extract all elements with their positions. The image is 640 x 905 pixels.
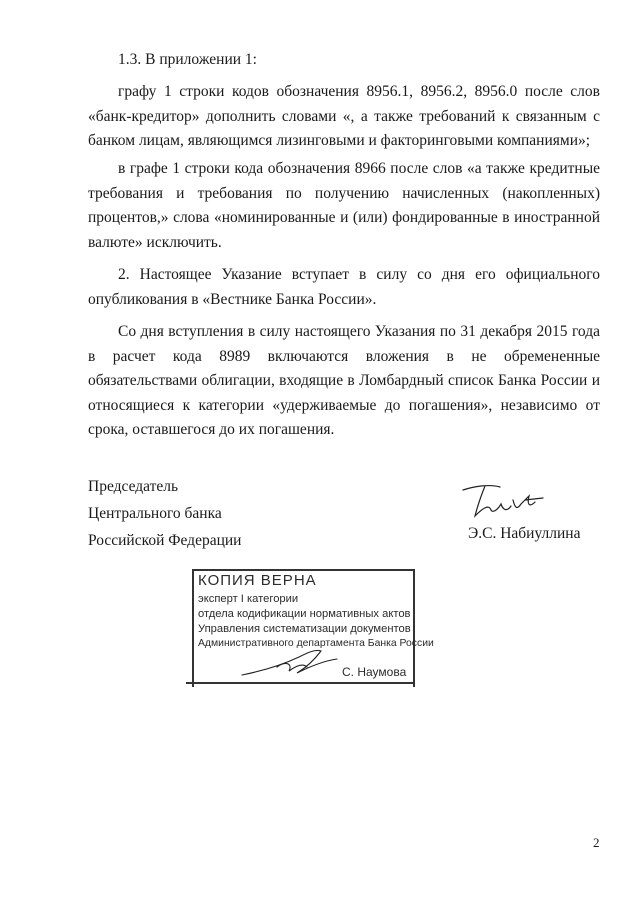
signatory-title-line3: Российской Федерации [88, 532, 242, 549]
certified-copy-stamp [192, 569, 434, 687]
stamp-name: С. Наумова [342, 665, 407, 679]
paragraph-code-8966: в графе 1 строки кода обозначения 8966 после слов «а также кредитные требования и требования по получению начисленных (накопленных) процентов,» слова «номинированные и (или) фондированные в иностранной валюте» исключить. [88, 160, 600, 251]
stamp-directorate: Управления систематизации документов [198, 623, 411, 635]
stamp-position: эксперт I категории [198, 593, 299, 605]
paragraph-codes-8956: графу 1 строки кодов обозначения 8956.1, 8956.2, 8956.0 после слов «банк-кредитор» дополнить словами «, а также требований к связанным с банком лицам, являющимся лизинговыми и факторинговыми компаниями»; [88, 83, 600, 149]
signatory-title-line2: Центрального банка [88, 505, 222, 522]
paragraph-effective-date: 2. Настоящее Указание вступает в силу со дня его официального опубликования в «Вестнике Банка России». [88, 266, 600, 308]
section-heading: 1.3. В приложении 1: [118, 51, 257, 68]
stamp-signature [237, 637, 347, 682]
signatory-name: Э.С. Набиуллина [468, 525, 581, 542]
stamp-admin-department: Административного департамента Банка России [198, 638, 434, 649]
stamp-title: КОПИЯ ВЕРНА [198, 572, 317, 589]
signatory-title-line1: Председатель [88, 478, 179, 495]
paragraph-code-8989: Со дня вступления в силу настоящего Указания по 31 декабря 2015 года в расчет кода 8989 включаются вложения в не обремененные обязательствами облигации, входящие в Ломбардный список Банка России и относящиеся к категории «удерживаемые до погашения», независимо от срока, оставшегося до их погашения. [88, 323, 600, 438]
stamp-bottom-line [186, 682, 414, 684]
handwritten-signature [455, 478, 550, 523]
page-number: 2 [593, 835, 600, 850]
stamp-department: отдела кодификации нормативных актов [198, 608, 411, 620]
